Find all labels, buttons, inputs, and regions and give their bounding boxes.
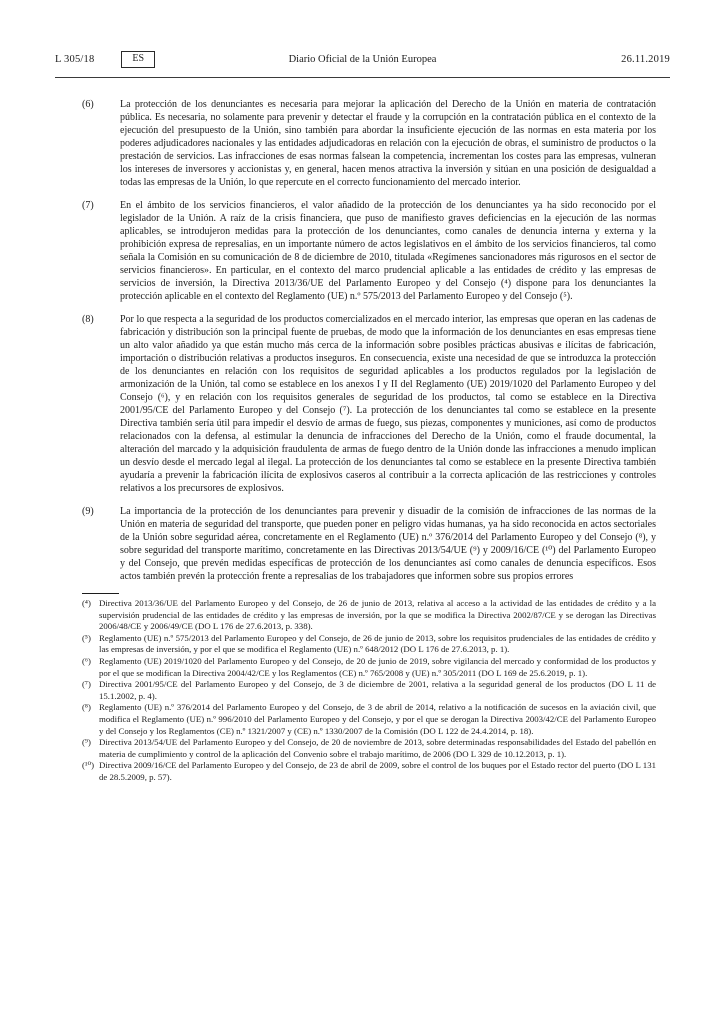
- footnote-marker: (⁶): [82, 655, 91, 666]
- journal-reference: L 305/18: [55, 53, 95, 65]
- footnote-text: Directiva 2009/16/CE del Parlamento Europeo y del Consejo, de 23 de abril de 2009, sobre el control de los buques por el Estado rector del puerto (DO L 131 de 28.5.2009, p. 57).: [99, 760, 656, 782]
- footnote-item: [82, 702, 656, 737]
- paragraph-item: [82, 199, 656, 303]
- publication-date: 26.11.2019: [621, 53, 670, 65]
- footnote-separator: [82, 593, 119, 594]
- footnote-marker: (⁹): [82, 737, 91, 748]
- footnote-marker: (⁴): [82, 598, 91, 608]
- footnote-text: Reglamento (UE) 2019/1020 del Parlamento Europeo y del Consejo, de 20 de junio de 2019, sobre vigilancia del mercado y conformidad de los productos y por el que se modifican la Directiva 2004/42/CE y los Reglamentos (CE) n.º 765/2008 y (UE) n.º 305/2011 (DO L 169 de 25.6.2019, p. 1).: [99, 655, 656, 678]
- language-badge: ES: [121, 51, 155, 68]
- footnote-text: Directiva 2013/36/UE del Parlamento Europeo y del Consejo, de 26 de junio de 2013, relativa al acceso a la actividad de las entidades de crédito y a la supervisión prudencial de las entidades de crédito y las empresas de inversión, por la que se modifica la Directiva 2002/87/CE y se derogan las Directivas 2006/48/CE y 2006/49/CE (DO L 176 de 27.6.2013, p. 338).: [99, 598, 656, 632]
- footnotes-section: [82, 598, 656, 784]
- footnote-text: Directiva 2013/54/UE del Parlamento Europeo y del Consejo, de 20 de noviembre de 2013, sobre determinadas responsabilidades del Estado del pabellón en materia de cumplimiento y control de la aplicación del Convenio sobre el trabajo marítimo, de 2006 (DO L 329 de 10.12.2013, p. 1).: [99, 737, 656, 759]
- footnote-item: [82, 679, 656, 702]
- paragraph-text: La protección de los denunciantes es necesaria para mejorar la aplicación del Derecho de la Unión en materia de contratación pública. Es necesaria, no solamente para prevenir y detectar el fraude y la corrupción en la contratación pública en el contexto de la ejecución del presupuesto de la Unión, sino también para abordar la insuficiente ejecución de las normas en esta materia por los poderes adjudicadores nacionales y las entidades adjudicadoras en relación con la ejecución de obras, el suministro de productos o la prestación de servicios. Las infracciones de esas normas falsean la competencia, incrementan los costes para las empresas, vulneran los intereses de inversores y accionistas y, en general, hacen menos atractiva la inversión y sitúan en una posición de desigualdad a todas las empresas de la Unión, lo que repercute en el correcto funcionamiento del mercado interior.: [120, 99, 656, 188]
- paragraph-number: (6): [82, 99, 94, 110]
- paragraph-text: Por lo que respecta a la seguridad de los productos comercializados en el mercado interior, las empresas que operan en las cadenas de fabricación y distribución son la principal fuente de pruebas, de modo que la información de los denunciantes en esas empresas tiene un alto valor añadido ya que están mucho más cerca de la información sobre posibles prácticas abusivas e ilícitas de fabricación, importación o distribución relativas a productos inseguros. En consecuencia, existe una necesidad de que se introduzca la protección de los denunciantes en relación con los requisitos de seguridad aplicables a los productos regulados por la legislación de armonización de la Unión, tal como se establece en los anexos I y II del Reglamento (UE) 2019/1020 del Parlamento Europeo y del Consejo (⁶), y en relación con los requisitos generales de seguridad de los productos, tal como se establece en la Directiva 2001/95/CE del Parlamento Europeo y del Consejo (⁷). La protección de los denunciantes tal como se establece en la presente Directiva también sería útil para impedir el desvío de armas de fuego, sus piezas, componentes y municiones, así como de productos relacionados con la defensa, al estimular la denuncia de infracciones del Derecho de la Unión, como el fraude documental, la alteración del marcado y la adquisición fraudulenta de armas de fuego dentro de la Unión donde las infracciones a menudo implican un desvío desde el mercado legal al ilegal. La protección de los denunciantes tal como se establece en la presente Directiva también ayudaría a prevenir la fabricación ilícita de explosivos caseros al contribuir a la correcta aplicación de las restricciones y controles relativos a los precursores de explosivos.: [120, 314, 656, 494]
- footnote-marker: (⁷): [82, 679, 91, 690]
- paragraph-number: (8): [82, 314, 94, 325]
- header-rule: [55, 77, 670, 78]
- footnote-text: Directiva 2001/95/CE del Parlamento Europeo y del Consejo, de 3 de diciembre de 2001, relativa a la seguridad general de los productos (DO L 11 de 15.1.2002, p. 4).: [99, 679, 656, 701]
- footnote-item: [82, 656, 656, 679]
- header-left: [55, 51, 155, 68]
- footnote-marker: (⁸): [82, 702, 91, 713]
- footnote-item: [82, 633, 656, 656]
- paragraph-item: [82, 313, 656, 495]
- paragraph-number: (9): [82, 506, 94, 517]
- paragraph-text: En el ámbito de los servicios financieros, el valor añadido de la protección de los denunciantes ya ha sido reconocido por el legislador de la Unión. A raíz de la crisis financiera, que puso de manifiesto graves deficiencias en la ejecución de las normas aplicables, se introdujeron medidas para la protección de los denunciantes, como canales de denuncia interna y externa y la prohibición expresa de represalias, en un importante número de actos legislativos en el ámbito de los servicios financieros, tal como señala la Comisión en su comunicación de 8 de diciembre de 2010, titulada «Regímenes sancionadores más rigurosos en el sector de servicios financieros». En particular, en el contexto del marco prudencial aplicable a las entidades de crédito y las empresas de servicios de inversión, la Directiva 2013/36/UE del Parlamento Europeo y del Consejo (⁴) dispone para los denunciantes la protección aplicable en el contexto del Reglamento (UE) n.º 575/2013 del Parlamento Europeo y del Consejo (⁵).: [120, 200, 656, 302]
- paragraph-item: [82, 505, 656, 583]
- footnote-text: Reglamento (UE) n.º 575/2013 del Parlamento Europeo y del Consejo, de 26 de junio de 2013, sobre los requisitos prudenciales de las entidades de crédito y las empresas de inversión, y por el que se modifica el Reglamento (UE) n.º 648/2012 (DO L 176 de 27.6.2013, p. 1).: [99, 632, 656, 655]
- footnote-marker: (⁵): [82, 632, 91, 643]
- paragraph-item: [82, 98, 656, 189]
- footnote-item: [82, 760, 656, 783]
- document-body: [55, 98, 670, 784]
- footnote-marker: (¹⁰): [82, 760, 95, 771]
- paragraph-number: (7): [82, 200, 94, 211]
- footnote-item: [82, 737, 656, 760]
- footnote-text: Reglamento (UE) n.º 376/2014 del Parlamento Europeo y del Consejo, de 3 de abril de 2014, relativo a la notificación de sucesos en la aviación civil, que modifica el Reglamento (UE) n.º 996/2010 del Parlamento Europeo y del Consejo, y por el que se derogan la Directiva 2003/42/CE del Parlamento Europeo y del Consejo y los Reglamentos (CE) n.º 1321/2007 y (CE) n.º 1330/2007 de la Comisión (DO L 122 de 24.4.2014, p. 18).: [99, 702, 656, 736]
- page-header: [55, 50, 670, 68]
- journal-title: Diario Oficial de la Unión Europea: [288, 53, 437, 65]
- paragraph-text: La importancia de la protección de los denunciantes para prevenir y disuadir de la comisión de infracciones de las normas de la Unión en materia de seguridad del transporte, que pueden poner en peligro vidas humanas, ya ha sido reconocida en actos sectoriales de la Unión sobre seguridad aérea, concretamente en el Reglamento (UE) n.º 376/2014 del Parlamento Europeo y del Consejo (⁸), y sobre seguridad del transporte marítimo, concretamente en las Directivas 2013/54/UE (⁹) y 2009/16/CE (¹⁰) del Parlamento Europeo y del Consejo, que prevén medidas específicas de protección de los denunciantes así como canales de denuncia específicos. Esos actos también prevén la protección frente a represalias de los trabajadores que informen sobre sus propios errores: [120, 506, 656, 582]
- footnote-item: [82, 598, 656, 633]
